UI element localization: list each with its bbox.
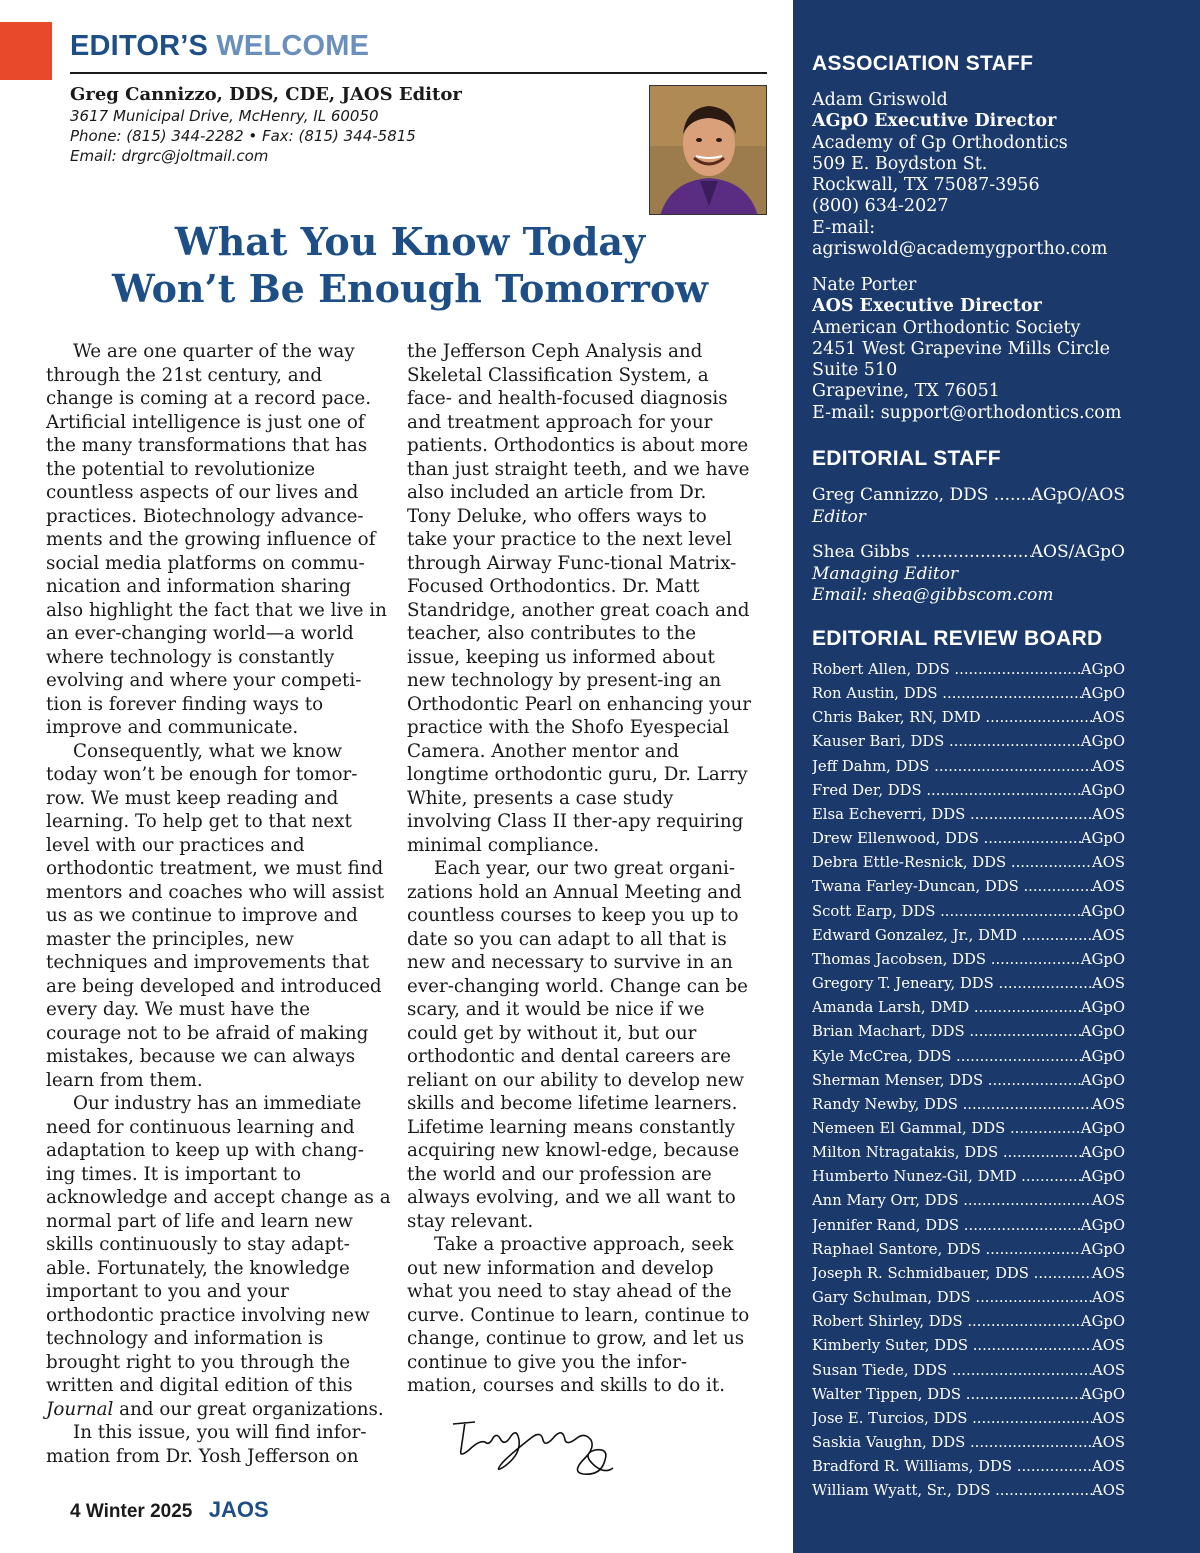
board-member-row (812, 706, 1125, 730)
board-member-org: AOS (1092, 1409, 1125, 1427)
board-member-name: Edward Gonzalez, Jr., DMD ..... (812, 924, 1092, 948)
article-paragraph-tail: and our great organizations. (113, 1398, 384, 1420)
editorial-title: Editor (812, 506, 866, 527)
agpo-name: Adam Griswold (812, 90, 948, 110)
board-member-row (812, 1359, 1125, 1383)
board-member-row (812, 972, 1125, 996)
article-paragraph: We are one quarter of the way through the 21st century, and change is coming at a record pace. Artificial intelligence is just one of the many transformations that has the potential to revolutionize countless aspects of our lives and practices. Biotechnology advance-ments and the growing influence of social media platforms on commu-nication and information sharing also highlight the fact that we live in an ever-changing world—a world where technology is constantly evolving and where your competi-tion is forever finding ways to improve and communicate. (46, 341, 387, 738)
aos-city: Grapevine, TX 76051 (812, 381, 1000, 402)
editor-signature (445, 1410, 625, 1480)
board-member-name: Randy Newby, DDS ..... (812, 1093, 1092, 1117)
board-member-row (812, 1455, 1125, 1479)
board-member-name: Ann Mary Orr, DDS ..... (812, 1189, 1092, 1213)
review-board-heading: EDITORIAL REVIEW BOARD (812, 627, 1103, 650)
aos-email: E-mail: support@orthodontics.com (812, 402, 1122, 423)
board-member-row (812, 900, 1125, 924)
journal-italic: Journal (46, 1398, 114, 1420)
board-member-org: AOS (1092, 854, 1125, 872)
board-member-org: AOS (1092, 1482, 1125, 1500)
board-member-name: Brian Machart, DDS ..... (812, 1020, 1081, 1044)
board-member-row (812, 658, 1125, 682)
article-column-left (46, 340, 391, 1468)
board-member-name: Milton Ntragatakis, DDS ..... (812, 1141, 1081, 1165)
board-member-org: AGpO (1080, 1385, 1125, 1403)
article-paragraph: Each year, our two great organi-zations hold an Annual Meeting and countless courses to keep you up to date so you can adapt to all that is new and necessary to survive in an ever-changing world. Change can be scary, and it would be nice if we could get by without it, but our orthodontic and dental careers are reliant on our ability to develop new skills and become lifetime learners. Lifetime learning means constantly acquiring new knowl-edge, because the world and our profession are always evolving, and we all want to stay relevant. (407, 858, 748, 1232)
board-member-org: AOS (1092, 975, 1125, 993)
board-member-name: Humberto Nunez-Gil, DMD ..... (812, 1165, 1081, 1189)
board-member-row (812, 948, 1125, 972)
board-member-org: AGpO (1080, 733, 1125, 751)
editorial-row (812, 542, 1125, 564)
agpo-street: 509 E. Boydston St. (812, 153, 988, 174)
board-member-row (812, 1407, 1125, 1431)
board-member-org: AGpO (1080, 1071, 1125, 1089)
board-member-row (812, 1020, 1125, 1044)
board-member-name: Raphael Santore, DDS ..... (812, 1238, 1081, 1262)
section-heading-word2: WELCOME (216, 30, 370, 62)
board-member-org: AOS (1092, 709, 1125, 727)
board-member-name: Walter Tippen, DDS ..... (812, 1383, 1081, 1407)
board-member-name: Gary Schulman, DDS ..... (812, 1286, 1092, 1310)
board-member-row (812, 1189, 1125, 1213)
aos-name: Nate Porter (812, 275, 917, 295)
board-member-name: Jeff Dahm, DDS ..... (812, 755, 1092, 779)
board-member-row (812, 1069, 1125, 1093)
board-member-org: AOS (1092, 926, 1125, 944)
board-member-org: AGpO (1080, 1313, 1125, 1331)
board-member-row (812, 1238, 1125, 1262)
headline-line2: Won’t Be Enough Tomorrow (112, 266, 708, 311)
agpo-role: AGpO Executive Director (812, 111, 1057, 132)
board-member-name: Kimberly Suter, DDS ..... (812, 1334, 1092, 1358)
board-member-org: AOS (1092, 1434, 1125, 1451)
board-member-row (812, 803, 1125, 827)
section-heading (70, 30, 369, 63)
board-member-org: AOS (1092, 757, 1125, 775)
editorial-org: AOS/AGpO (1030, 542, 1125, 562)
board-member-org: AGpO (1080, 781, 1125, 799)
editor-name: Greg Cannizzo, DDS, CDE, JAOS Editor (70, 84, 462, 105)
editor-phone: Phone: (815) 344-2282 • Fax: (815) 344-5815 (70, 127, 416, 145)
board-member-name: Sherman Menser, DDS ..... (812, 1069, 1081, 1093)
aos-role: AOS Executive Director (812, 296, 1042, 317)
board-member-row (812, 1286, 1125, 1310)
board-member-name: Elsa Echeverri, DDS ..... (812, 803, 1092, 827)
board-member-row (812, 924, 1125, 948)
board-member-org: AOS (1092, 1264, 1125, 1282)
board-member-name: Robert Allen, DDS ..... (812, 658, 1081, 682)
board-member-org: AGpO (1080, 661, 1125, 678)
article-paragraph: Consequently, what we know today won’t be enough for tomor-row. We must keep reading and learning. To help get to that next level with our practices and orthodontic treatment, we must find mentors and coaches who will assist us as we continue to improve and master the principles, new techniques and improvements that are being developed and introduced every day. We must have the courage not to be afraid of making mistakes, because we can always learn from them. (46, 740, 385, 1091)
board-member-row (812, 682, 1125, 706)
board-member-name: Kauser Bari, DDS ..... (812, 730, 1081, 754)
agpo-email: agriswold@academygportho.com (812, 239, 1108, 260)
board-member-row (812, 1141, 1125, 1165)
board-member-row (812, 1214, 1125, 1238)
board-member-org: AGpO (1080, 999, 1125, 1017)
board-member-row (812, 1383, 1125, 1407)
board-member-row (812, 779, 1125, 803)
board-member-org: AOS (1092, 1458, 1125, 1476)
board-member-org: AOS (1092, 1289, 1125, 1307)
board-member-org: AGpO (1080, 1168, 1125, 1186)
agpo-email-label: E-mail: (812, 217, 876, 238)
board-member-name: Saskia Vaughn, DDS ..... (812, 1431, 1092, 1455)
board-member-name: Jose E. Turcios, DDS ..... (812, 1407, 1092, 1431)
board-member-name: Kyle McCrea, DDS ..... (812, 1045, 1081, 1069)
board-member-row (812, 1479, 1125, 1503)
board-member-row (812, 1310, 1125, 1334)
board-member-name: Nemeen El Gammal, DDS ..... (812, 1117, 1081, 1141)
board-member-name: Gregory T. Jeneary, DDS ..... (812, 972, 1092, 996)
staff-sidebar (793, 0, 1200, 1553)
board-member-row (812, 1165, 1125, 1189)
board-member-row (812, 1431, 1125, 1455)
board-member-org: AGpO (1080, 1023, 1125, 1041)
editorial-staff-list (812, 485, 1192, 607)
editorial-email: Email: shea@gibbscom.com (812, 585, 1054, 605)
board-member-row (812, 730, 1125, 754)
editorial-name: Shea Gibbs ..... (812, 542, 1031, 564)
board-member-org: AGpO (1080, 830, 1125, 848)
page-footer (70, 1497, 269, 1523)
board-member-name: William Wyatt, Sr., DDS ..... (812, 1479, 1092, 1503)
board-member-name: Scott Earp, DDS ..... (812, 900, 1081, 924)
board-member-org: AGpO (1080, 1047, 1125, 1065)
board-member-org: AGpO (1080, 685, 1125, 703)
aos-suite: Suite 510 (812, 360, 898, 381)
article-headline (60, 218, 760, 312)
board-member-row (812, 1262, 1125, 1286)
article-paragraph: Take a proactive approach, seek out new information and develop what you need to stay ahead of the curve. Continue to learn, continue to change, continue to grow, and let us continue to give you the infor-mation, courses and skills to do it. (407, 1234, 750, 1396)
editor-contact-block (70, 84, 630, 166)
section-heading-word1: EDITOR’S (70, 30, 209, 62)
board-member-name: Amanda Larsh, DMD ..... (812, 996, 1081, 1020)
board-member-name: Ron Austin, DDS ..... (812, 682, 1081, 706)
article-paragraph-text: Our industry has an immediate need for continuous learning and adaptation to keep up with chang-ing times. It is important to acknowledge and accept change as a normal part of life and learn new skills continuously to stay adapt-able. Fortunately, the knowledge important to you and your orthodontic practice involving new technology and information is brought right to you through the written and digital edition of this (46, 1093, 391, 1396)
board-member-org: AGpO (1080, 1144, 1125, 1162)
board-member-name: Debra Ettle-Resnick, DDS ..... (812, 851, 1092, 875)
board-member-row (812, 851, 1125, 875)
board-member-org: AOS (1092, 1192, 1125, 1210)
board-member-name: Drew Ellenwood, DDS ..... (812, 827, 1081, 851)
editorial-org: AGpO/AOS (1030, 485, 1125, 505)
editorial-title: Managing Editor (812, 563, 959, 584)
board-member-org: AOS (1092, 1337, 1125, 1355)
board-member-org: AGpO (1080, 1216, 1125, 1234)
agpo-org: Academy of Gp Orthodontics (812, 132, 1068, 153)
heading-divider (70, 72, 767, 74)
board-member-name: Susan Tiede, DDS ..... (812, 1359, 1092, 1383)
review-board-list (812, 658, 1125, 1503)
board-member-row (812, 1117, 1125, 1141)
editor-portrait-photo (649, 85, 767, 215)
article-paragraph: In this issue, you will find infor-mation from Dr. Yosh Jefferson on (46, 1422, 367, 1467)
board-member-name: Twana Farley-Duncan, DDS ..... (812, 875, 1092, 899)
board-member-org: AGpO (1080, 1119, 1125, 1137)
article-column-right (407, 340, 752, 1398)
section-color-tab (0, 22, 52, 80)
board-member-name: Thomas Jacobsen, DDS ..... (812, 948, 1081, 972)
page-number-issue: 4 Winter 2025 (70, 1501, 193, 1522)
editor-email: Email: drgrc@joltmail.com (70, 147, 269, 165)
board-member-row (812, 827, 1125, 851)
article-paragraph (46, 1092, 391, 1421)
board-member-org: AGpO (1080, 902, 1125, 920)
aos-street: 2451 West Grapevine Mills Circle (812, 338, 1110, 359)
board-member-org: AGpO (1080, 950, 1125, 968)
board-member-row (812, 875, 1125, 899)
aos-contact (812, 275, 1192, 424)
article-paragraph: the Jefferson Ceph Analysis and Skeletal Classification System, a face- and health-focused diagnosis and treatment approach for your patients. Orthodontics is about more than just straight teeth, and we have also included an article from Dr. Tony Deluke, who offers ways to take your practice to the next level through Airway Func-tional Matrix-Focused Orthodontics. Dr. Matt Standridge, another great coach and teacher, also contributes to the issue, keeping us informed about new technology by present-ing an Orthodontic Pearl on enhancing your practice with the Shofo Eyespecial Camera. Another mentor and longtime orthodontic guru, Dr. Larry White, presents a case study involving Class II ther-apy requiring minimal compliance. (407, 341, 752, 856)
editor-address: 3617 Municipal Drive, McHenry, IL 60050 (70, 107, 379, 125)
editorial-staff-heading: EDITORIAL STAFF (812, 447, 1001, 470)
board-member-org: AGpO (1080, 1240, 1125, 1258)
agpo-city: Rockwall, TX 75087-3956 (812, 175, 1040, 196)
board-member-name: Chris Baker, RN, DMD ..... (812, 706, 1092, 730)
board-member-name: Bradford R. Williams, DDS ..... (812, 1455, 1092, 1479)
board-member-name: Robert Shirley, DDS ..... (812, 1310, 1081, 1334)
editorial-name: Greg Cannizzo, DDS ..... (812, 485, 1031, 507)
association-staff-heading: ASSOCIATION STAFF (812, 52, 1034, 75)
aos-org: American Orthodontic Society (812, 317, 1081, 338)
board-member-name: Fred Der, DDS ..... (812, 779, 1081, 803)
agpo-contact (812, 90, 1192, 260)
board-member-org: AOS (1092, 878, 1125, 896)
board-member-org: AOS (1092, 805, 1125, 823)
agpo-phone: (800) 634-2027 (812, 196, 949, 217)
board-member-row (812, 1045, 1125, 1069)
board-member-name: Jennifer Rand, DDS ..... (812, 1214, 1081, 1238)
headline-line1: What You Know Today (174, 219, 646, 264)
board-member-name: Joseph R. Schmidbauer, DDS ..... (812, 1262, 1092, 1286)
board-member-row (812, 1093, 1125, 1117)
journal-logo-text: JAOS (208, 1497, 269, 1522)
board-member-org: AOS (1092, 1095, 1125, 1113)
board-member-row (812, 1334, 1125, 1358)
editorial-row (812, 485, 1125, 507)
board-member-row (812, 755, 1125, 779)
board-member-row (812, 996, 1125, 1020)
board-member-org: AOS (1092, 1361, 1125, 1379)
